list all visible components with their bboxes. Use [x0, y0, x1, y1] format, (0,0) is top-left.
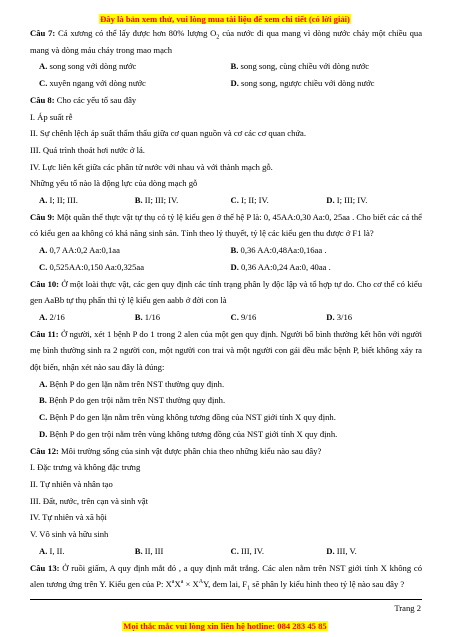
q7-options-row2	[30, 75, 422, 92]
q8-item-2: II. Sự chênh lệch áp suất thẩm thấu giữa cơ quan nguồn và cơ các cơ quan chứa.	[30, 128, 307, 139]
question-9: Câu 9: Một quần thể thực vật tự thụ có tỷ lệ kiểu gen ở thế hệ P là: 0, 45AA:0,30 Aa:0, 25aa . Cho biết các cá thể có kiểu gen aa không có khả năng sinh sản. Tính theo lý thuyết, tỷ lệ các kiểu gen thu được ở F1 là?	[30, 211, 422, 239]
q7-option-b: B. song song, cùng chiều với dòng nước	[230, 61, 370, 72]
q8-prompt: Những yếu tố nào là động lực của dòng mạch gỗ	[30, 178, 198, 189]
q8-item-4: IV. Lực liên kết giữa các phân tử nước với nhau và với thành mạch gỗ.	[30, 161, 273, 172]
q12-option-c: C. III, IV.	[230, 545, 264, 556]
question-13: Câu 13: Ở ruồi giấm, A quy định mắt đỏ , a quy định mắt trắng. Các alen nằm trên NST giới tính X không có alen tương ứng trên Y. Kiểu gen của P: $X^aX^a \times X^AY$, đem lai, $F_1$ sẽ phân ly kiểu hình theo tỷ lệ nào sau đây ?	[30, 562, 423, 592]
q10-option-d: D. 3/16	[326, 311, 353, 322]
q12-option-d: D. III, V.	[326, 545, 357, 556]
q8-option-c: C. I; II; IV.	[230, 195, 269, 206]
q10-options	[30, 309, 422, 326]
q12-item-4: IV. Tự nhiên và xã hội	[30, 512, 107, 523]
q11-option-a: A. Bệnh P do gen lặn nằm trên NST thường quy định.	[39, 378, 225, 389]
q12-options	[30, 543, 422, 560]
q12-option-b: B. II, III	[134, 545, 164, 556]
q9-option-c: C. 0,525AA:0,150 Aa:0,325aa	[39, 261, 145, 272]
q12-item-3: III. Đất, nước, trên cạn và sinh vật	[30, 495, 149, 506]
q12-item-2: II. Tự nhiên và nhân tạo	[30, 478, 113, 489]
q9-options-row2	[30, 259, 422, 276]
q8-item-1: I. Áp suất rễ	[30, 111, 73, 122]
q9-option-a: A. 0,7 AA:0,2 Aa:0,1aa	[39, 245, 120, 256]
q7-option-a: A. song song với dòng nước	[39, 61, 137, 72]
page-number: Trang 2	[394, 603, 421, 613]
q7-option-d: D. song song, ngược chiều với dòng nước	[230, 78, 375, 89]
footer-divider	[30, 599, 422, 600]
question-8: Câu 8: Cho các yếu tố sau đây	[30, 94, 137, 105]
q9-option-d: D. 0,36 AA:0,24 Aa:0, 40aa .	[230, 261, 331, 272]
q12-item-5: V. Vô sinh và hữu sinh	[30, 529, 109, 540]
q8-option-d: D. I; III; IV.	[326, 195, 368, 206]
document-body	[30, 25, 422, 593]
q11-option-c: C. Bệnh P do gen lặn nằm trên vùng không tương đồng của NST giới tính X quy định.	[39, 412, 336, 423]
question-11: Câu 11: Ở người, xét 1 bệnh P do 1 trong 2 alen của một gen quy định. Người bố bình thường kết hôn với người mẹ bình thường sinh ra 2 người con, một người con trai và một người con gái đều mắc bệnh P, biết không xảy ra đột biến, nhận xét nào sau đây là đúng:	[30, 328, 422, 373]
q11-option-b: B. Bệnh P do gen trội nằm trên NST thường quy định.	[39, 395, 226, 406]
q8-item-3: III. Quá trình thoát hơi nước ở lá.	[30, 144, 145, 155]
q12-item-1: I. Đặc trưng và không đặc trưng	[30, 462, 141, 473]
q8-option-a: A. I; II; III.	[39, 195, 78, 206]
header-banner: Đây là bản xem thử, vui lòng mua tài liệu để xem chi tiết (có lời giải)	[100, 14, 350, 24]
q10-option-c: C. 9/16	[230, 311, 257, 322]
q10-option-a: A. 2/16	[39, 311, 65, 322]
q8-options	[30, 192, 422, 209]
question-10: Câu 10: Ở một loài thực vật, các gen quy định các tính trạng phân ly độc lập và tổ hợp tự do. Cho cơ thể có kiểu gen AaBb tự thụ phấn thì tỷ lệ kiểu gen aabb ở đời con là	[30, 278, 422, 306]
q7-options-row1	[30, 58, 422, 75]
q7-option-c: C. xuyên ngang với dòng nước	[39, 78, 146, 89]
q12-option-a: A. I, II.	[39, 545, 65, 556]
q9-option-b: B. 0,36 AA:0,48Aa:0,16aa .	[230, 245, 327, 256]
question-7: Câu 7: Cá xương có thể lấy được hơn 80% lượng $O_2$ của nước đi qua mang vì dòng nước chảy một chiều qua mang và dòng máu chảy trong mao mạch	[30, 28, 423, 55]
q8-option-b: B. II; III; IV.	[134, 195, 179, 206]
q10-option-b: B. 1/16	[134, 311, 161, 322]
q11-option-d: D. Bệnh P do gen trội nằm trên vùng không tương đồng của NST giới tính X quy định.	[39, 428, 338, 439]
q9-options-row1	[30, 242, 422, 259]
question-12: Câu 12: Môi trường sống của sinh vật được phân chia theo những kiểu nào sau đây?	[30, 445, 322, 456]
footer-banner: Mọi thắc mắc vui lòng xin liên hệ hotline: 084 283 45 85	[123, 621, 327, 631]
